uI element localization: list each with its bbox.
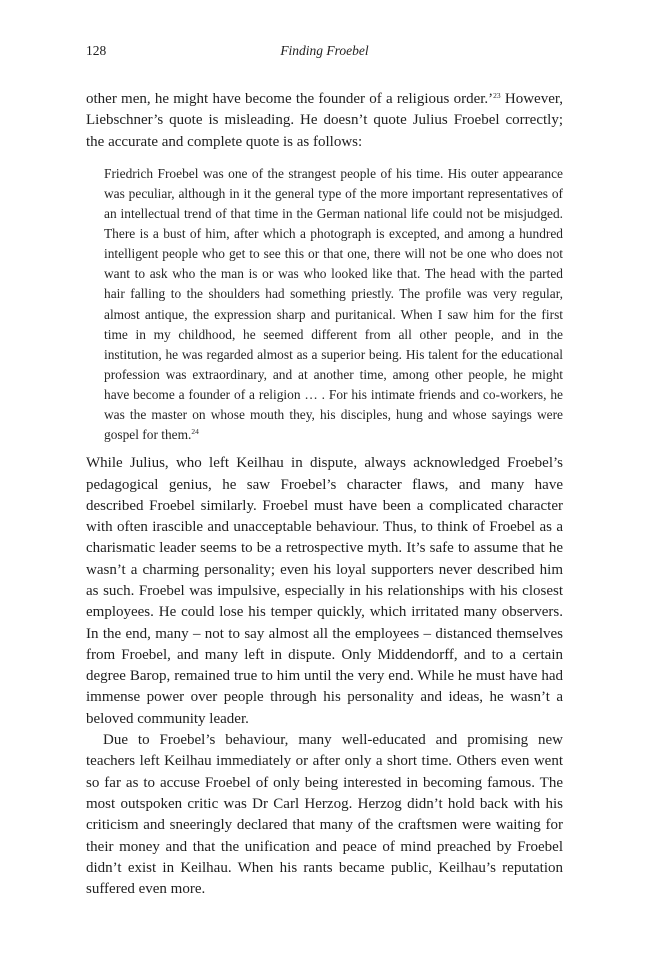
page-number: 128: [86, 43, 107, 58]
paragraph-text-continued: However, Liebschner’s quote is misleading. He doesn’t quote Julius Froebel correctly; the accurate and complete quote is as follows:: [86, 91, 564, 150]
paragraph-text: other men, he might have become the founder of a religious order.’: [86, 91, 494, 107]
body-text: [86, 89, 563, 900]
footnote-marker: 23: [493, 91, 501, 100]
book-page: [86, 40, 563, 900]
running-title: Finding Froebel: [280, 43, 369, 58]
block-quote-text: Friedrich Froebel was one of the strangest people of his time. His outer appearance was peculiar, although in it the general type of the more important representatives of an intellectual trend of that time in the German national life could not be misjudged. There is a bust of him, after which a photograph is excepted, and among a hundred intelligent people who get to see this or that one, there will not be one who does not want to ask who the man is or was who looked like that. The head with the parted hair falling to the shoulders had something priestly. The profile was very regular, almost antique, the expression sharp and puritanical. When I saw him for the first time in my childhood, he seemed different from all other people, and in the institution, he was regarded almost as a superior being. His talent for the educational profession was extraordinary, and at another time, among other people, he might have become a founder of a religion … . For his intimate friends and co-workers, he was the master on whose mouth they, his disciples, hung and whose sayings were gospel for them.: [104, 165, 563, 443]
paragraph-behaviour: Due to Froebel’s behaviour, many well-educated and promising new teachers left Keilhau immediately or after only a short time. Others even went so far as to accuse Froebel of only being interested in becoming famous. The most outspoken critic was Dr Carl Herzog. Herzog didn’t hold back with his criticism and sneeringly declared that many of the craftsmen were waiting for their money and that the unification and peace of mind preached by Froebel didn’t exist in Keilhau. When his rants became public, Keilhau’s reputation suffered even more.: [86, 732, 563, 898]
paragraph-julius: While Julius, who left Keilhau in dispute, always acknowledged Froebel’s pedagogical genius, he saw Froebel’s character flaws, and many have described Froebel similarly. Froebel must have been a complicated character with often irascible and unacceptable behaviour. Thus, to think of Froebel as a charismatic leader seems to be a retrospective myth. It’s safe to assume that he wasn’t a charming personality; even his loyal supporters never described him as such. Froebel was impulsive, especially in his relationships with his closest employees. He could lose his temper quickly, which irritated many observers. In the end, many – not to say almost all the employees – distanced themselves from Froebel, and many left in dispute. Only Middendorff, and to a certain degree Barop, remained true to him until the very end. While he must have had immense power over people through his personality and ideas, he wasn’t a beloved community leader.: [86, 455, 563, 727]
paragraph-opening: [86, 89, 563, 153]
block-quote: [104, 164, 563, 445]
footnote-marker: 24: [191, 427, 199, 437]
running-header: [86, 40, 563, 62]
